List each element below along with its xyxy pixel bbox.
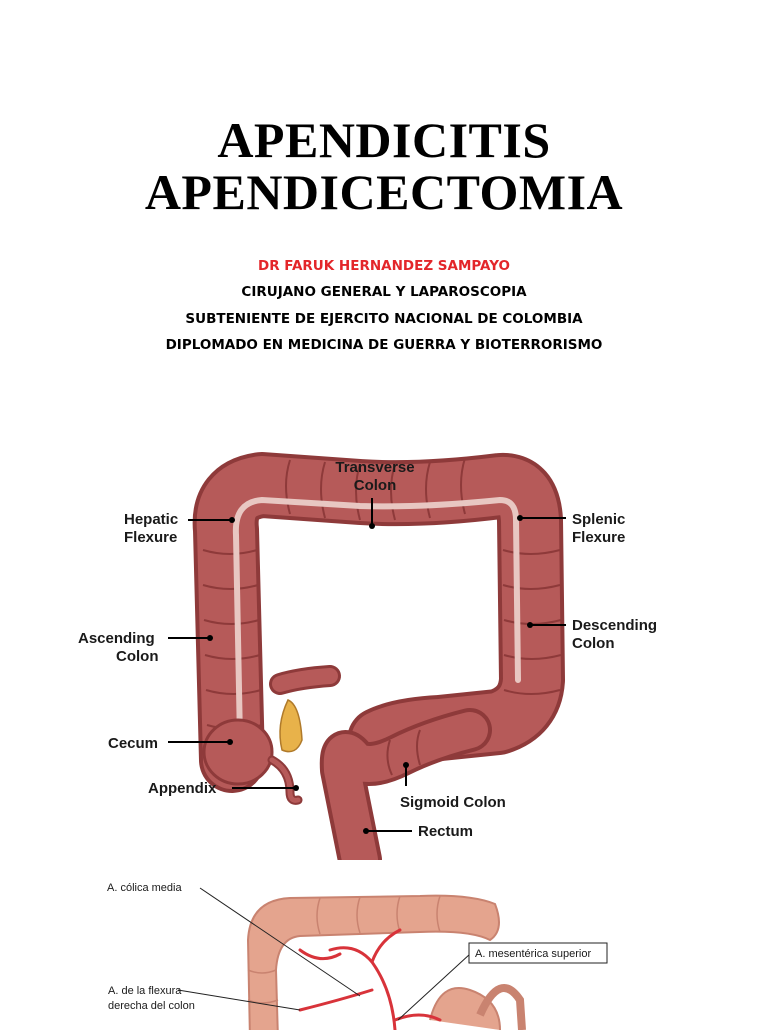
- author-name: DR FARUK HERNANDEZ SAMPAYO: [257, 258, 510, 274]
- label-mesenterica: A. mesentérica superior: [475, 948, 592, 960]
- label-cecum: Cecum: [108, 735, 159, 752]
- label-descending-1: Descending: [572, 617, 658, 634]
- label-splenic-1: Splenic: [572, 511, 626, 528]
- artery-diagram: [0, 870, 768, 1030]
- title-line-2: APENDICECTOMIA: [144, 164, 624, 220]
- mesoappendix: [280, 700, 302, 752]
- label-flexura-2: derecha del colon: [108, 1000, 195, 1012]
- cecum-shape: [204, 720, 272, 784]
- label-flexura-1: A. de la flexura: [108, 985, 182, 997]
- label-transverse-2: Colon: [353, 477, 397, 494]
- title-line-1: APENDICITIS: [217, 112, 551, 168]
- credential-3: DIPLOMADO EN MEDICINA DE GUERRA Y BIOTERRORISMO: [165, 337, 603, 353]
- label-transverse-1: Transverse: [335, 459, 415, 476]
- label-ascending-1: Ascending: [78, 630, 155, 647]
- colon-shape: [203, 458, 561, 760]
- label-splenic-2: Flexure: [572, 529, 626, 546]
- credential-1: CIRUJANO GENERAL Y LAPAROSCOPIA: [241, 284, 527, 300]
- label-rectum: Rectum: [418, 823, 474, 840]
- label-sigmoid: Sigmoid Colon: [400, 794, 506, 811]
- label-colica-media: A. cólica media: [107, 882, 182, 894]
- credential-2: SUBTENIENTE DE EJERCITO NACIONAL DE COLOMBIA: [185, 311, 583, 327]
- label-hepatic-2: Flexure: [124, 529, 178, 546]
- label-descending-2: Colon: [572, 635, 615, 652]
- label-hepatic-1: Hepatic: [124, 511, 179, 528]
- label-appendix: Appendix: [148, 780, 217, 797]
- appendix-shape: [272, 760, 298, 800]
- colon-diagram: [0, 440, 768, 860]
- label-ascending-2: Colon: [116, 648, 159, 665]
